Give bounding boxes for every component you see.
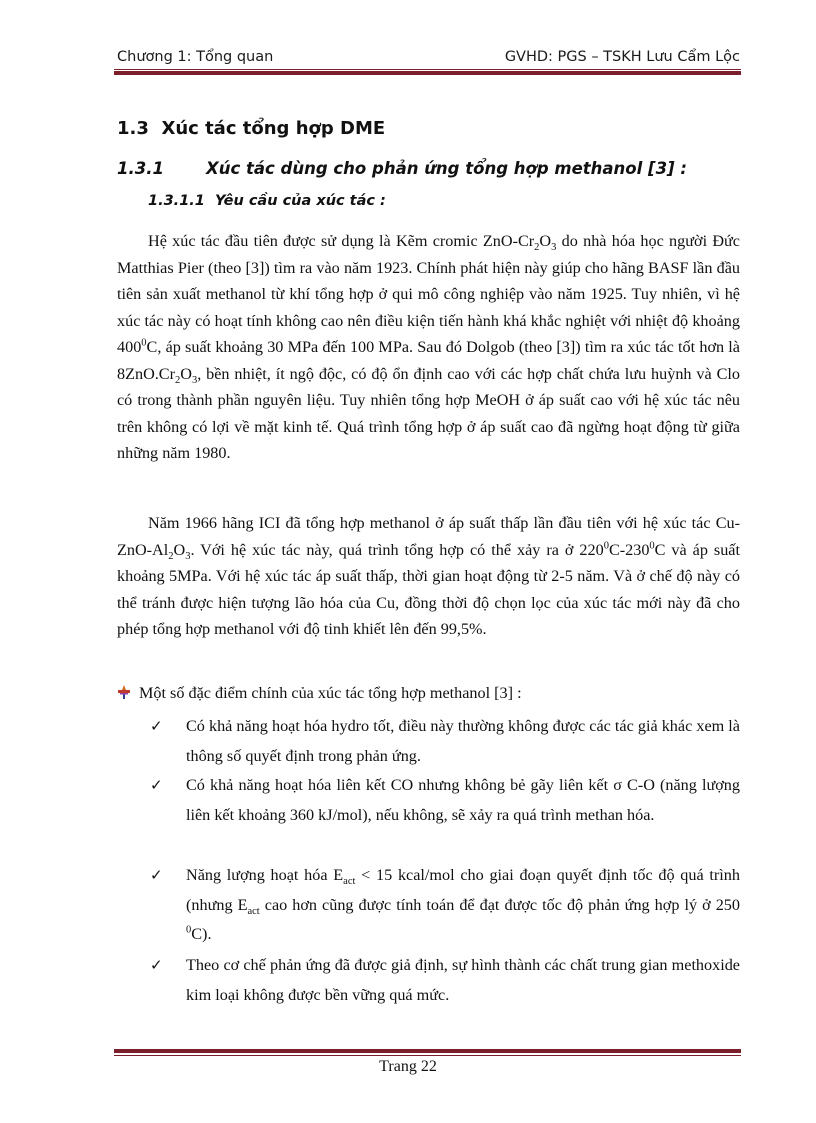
paragraph-1: Hệ xúc tác đầu tiên được sử dụng là Kẽm cromic ZnO-$Cr_2O_3$ do nhà hóa học người Đức Matthias Pier (theo [3]) tìm ra vào năm 1923. Chính phát hiện này giúp cho hãng BASF lần đầu tiên sản xuất methanol từ khí tổng hợp ở qui mô công nghiệp vào năm 1925. Tuy nhiên, vì hệ xúc tác này có hoạt tính không cao nên điều kiện tiến hành khá khắc nghiệt với nhiệt độ khoảng $400^0C$, áp suất khoảng 30 MPa đến 100 MPa. Sau đó Dolgob (theo [3]) tìm ra xúc tác tốt hơn là $8ZnO.Cr_2O_3$, bền nhiệt, ít ngộ độc, có độ ổn định cao với các hợp chất chứa lưu huỳnh và Clo có trong thành phần nguyên liệu. Tuy nhiên tổng hợp MeOH ở áp suất cao với hệ xúc tác nêu trên không có lợi về mặt kinh tế. Quá trình tổng hợp ở áp suất cao đã ngừng hoạt động từ giữa những năm 1980. <box>117 232 740 462</box>
section-title: Xúc tác tổng hợp DME <box>161 118 386 139</box>
checkmark-icon: ✓ <box>150 956 163 974</box>
checkmark-icon: ✓ <box>150 776 163 794</box>
footer-rule-thick <box>114 1049 741 1053</box>
features-lead <box>117 680 740 707</box>
header-rule-thick <box>114 71 741 75</box>
subsubsection-number: 1.3.1.1 <box>148 193 205 209</box>
subsection-title: Xúc tác dùng cho phản ứng tổng hợp methanol [3] : <box>206 159 687 178</box>
feature-text: Theo cơ chế phản ứng đã được giả định, sự hình thành các chất trung gian methoxide kim loại không được bền vững quá mức. <box>186 956 740 1004</box>
subsubsection-title: Yêu cầu của xúc tác : <box>215 193 386 209</box>
page-number: Trang 22 <box>379 1058 437 1075</box>
header-chapter: Chương 1: Tổng quan <box>117 49 274 65</box>
feature-text: Năng lượng hoạt hóa $E_{act} < 15$ kcal/mol cho giai đoạn quyết định tốc độ quá trình (nhưng $E_{act}$ cao hơn cũng được tính toán để đạt được tốc độ phản ứng hợp lý ở 250 $^0$C). <box>186 866 740 943</box>
feature-text: Có khả năng hoạt hóa liên kết CO nhưng không bẻ gãy liên kết σ C-O (năng lượng liên kết khoảng 360 kJ/mol), nếu không, sẽ xảy ra quá trình methan hóa. <box>186 776 740 824</box>
features-lead-text: Một số đặc điểm chính của xúc tác tổng hợp methanol [3] : <box>139 684 522 702</box>
footer-rule-thin <box>114 1055 741 1056</box>
header-advisor: GVHD: PGS – TSKH Lưu Cẩm Lộc <box>504 49 740 65</box>
checkmark-icon: ✓ <box>150 866 163 884</box>
page-header <box>117 49 740 69</box>
subsection-number: 1.3.1 <box>117 159 164 178</box>
paragraph-2: Năm 1966 hãng ICI đã tổng hợp methanol ở áp suất thấp lần đầu tiên với hệ xúc tác $Cu-ZnO-Al_2O_3$. Với hệ xúc tác này, quá trình tổng hợp có thể xảy ra ở $220^0C-230^0C$ và áp suất khoảng 5MPa. Với hệ xúc tác áp suất thấp, thời gian hoạt động từ 2-5 năm. Và ở chế độ này có thể tránh được hiện tượng lão hóa của Cu, đồng thời độ chọn lọc của xúc tác mới này đã cho phép tổng hợp methanol với độ tinh khiết lên đến 99,5%. <box>117 514 740 638</box>
subsubsection-heading <box>148 193 386 209</box>
header-rule-thin <box>114 69 741 70</box>
pushpin-bullet-icon <box>117 685 131 699</box>
checkmark-icon: ✓ <box>150 717 163 735</box>
section-heading <box>117 118 385 139</box>
section-number: 1.3 <box>117 118 149 139</box>
feature-text: Có khả năng hoạt hóa hydro tốt, điều này thường không được các tác giả khác xem là thông số quyết định trong phản ứng. <box>186 717 740 765</box>
